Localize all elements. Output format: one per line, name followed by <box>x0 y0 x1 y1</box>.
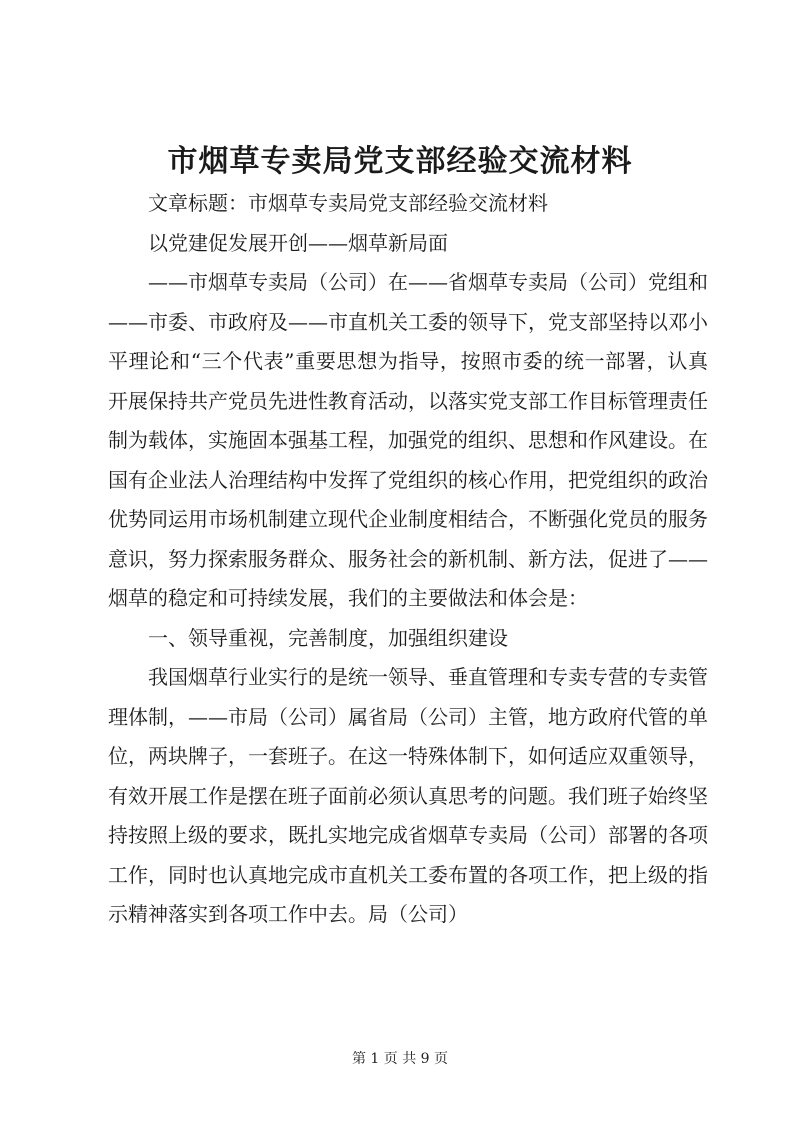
page-footer <box>0 1049 800 1069</box>
section-heading: 一、领导重视，完善制度，加强组织建设 <box>148 625 508 650</box>
document-body <box>108 184 708 935</box>
body-paragraph: 我国烟草行业实行的是统一领导、垂直管理和专卖专营的专卖管理体制，——市局（公司）属省局（公司）主管，地方政府代管的单位，两块牌子，一套班子。在这一特殊体制下，如何适应双重领导，有效开展工作是摆在班子面前必须认真思考的问题。我们班子始终坚持按照上级的要求，既扎实地完成省烟草专卖局（公司）部署的各项工作，同时也认真地完成市直机关工委布置的各项工作，把上级的指示精神落实到各项工作中去。局（公司） <box>108 665 708 926</box>
subtitle-line: 以党建促发展开创——烟草新局面 <box>148 230 448 255</box>
page-number-label: 第 1 页 共 9 页 <box>351 1051 449 1067</box>
document-title: 市烟草专卖局党支部经验交流材料 <box>167 144 633 179</box>
article-title-line: 文章标题：市烟草专卖局党支部经验交流材料 <box>148 191 548 215</box>
intro-paragraph: ——市烟草专卖局（公司）在——省烟草专卖局（公司）党组和——市委、市政府及——市直机关工委的领导下，党支部坚持以邓小平理论和“三个代表”重要思想为指导，按照市委的统一部署，认真开展保持共产党员先进性教育活动，以落实党支部工作目标管理责任制为载体，实施固本强基工程，加强党的组织、思想和作风建设。在国有企业法人治理结构中发挥了党组织的核心作用，把党组织的政治优势同运用市场机制建立现代企业制度相结合，不断强化党员的服务意识，努力探索服务群众、服务社会的新机制、新方法，促进了——烟草的稳定和可持续发展，我们的主要做法和体会是： <box>108 270 708 610</box>
